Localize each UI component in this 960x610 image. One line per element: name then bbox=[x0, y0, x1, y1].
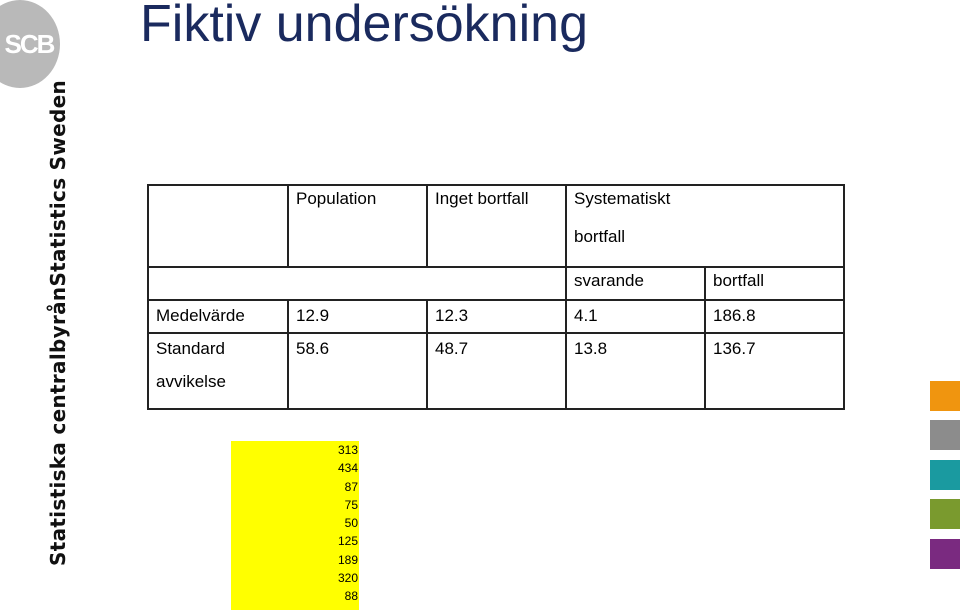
color-swatch-gray bbox=[930, 420, 960, 450]
table-header-row bbox=[148, 185, 844, 267]
brand-swedish: Statistiska centralbyrån bbox=[46, 286, 70, 566]
color-swatch-teal bbox=[930, 460, 960, 490]
list-item: 87 bbox=[344, 479, 358, 494]
table-row bbox=[148, 300, 844, 333]
header-systematiskt-bortfall bbox=[566, 185, 844, 267]
list-item: 88 bbox=[344, 589, 358, 604]
header-systematiskt-line2: bortfall bbox=[574, 227, 626, 246]
row-label-line1: Standard bbox=[156, 339, 225, 358]
cell-medel-svarande: 4.1 bbox=[566, 300, 705, 333]
header-population-label: Population bbox=[296, 189, 377, 208]
brand-english: Statistics Sweden bbox=[46, 79, 70, 287]
subheader-bortfall: bortfall bbox=[705, 267, 844, 300]
cell-medel-inget-bortfall: 12.3 bbox=[427, 300, 566, 333]
list-item: 320 bbox=[337, 571, 358, 586]
cell-std-population: 58.6 bbox=[288, 333, 427, 409]
color-swatch-purple bbox=[930, 539, 960, 569]
row-label-medelvarde: Medelvärde bbox=[148, 300, 288, 333]
list-item: 50 bbox=[344, 516, 358, 531]
cell-std-svarande: 13.8 bbox=[566, 333, 705, 409]
cell-std-inget-bortfall: 48.7 bbox=[427, 333, 566, 409]
row-label-standardavvikelse bbox=[148, 333, 288, 409]
side-brand bbox=[46, 79, 70, 566]
list-item: 434 bbox=[337, 461, 358, 476]
slide-title: Fiktiv undersökning bbox=[140, 0, 588, 53]
header-systematiskt-line1: Systematiskt bbox=[574, 189, 671, 208]
cell-medel-bortfall: 186.8 bbox=[705, 300, 844, 333]
list-item: 125 bbox=[337, 534, 358, 549]
scb-logo bbox=[0, 0, 60, 88]
list-item: 189 bbox=[337, 552, 358, 567]
table-subheader-row bbox=[148, 267, 844, 300]
highlighted-values-list bbox=[231, 441, 359, 610]
header-inget-bortfall-label: Inget bortfall bbox=[435, 189, 529, 208]
list-item: 75 bbox=[344, 497, 358, 512]
header-empty-cell bbox=[148, 185, 288, 267]
cell-medel-population: 12.9 bbox=[288, 300, 427, 333]
cell-std-bortfall: 136.7 bbox=[705, 333, 844, 409]
subheader-svarande: svarande bbox=[566, 267, 705, 300]
color-swatch-orange bbox=[930, 381, 960, 411]
table-row bbox=[148, 333, 844, 409]
results-table bbox=[147, 184, 845, 410]
subheader-empty-cell bbox=[148, 267, 566, 300]
logo-text: SCB bbox=[4, 28, 54, 59]
header-inget-bortfall bbox=[427, 185, 566, 267]
row-label-line2: avvikelse bbox=[156, 372, 226, 391]
list-item: 313 bbox=[337, 443, 358, 457]
header-population bbox=[288, 185, 427, 267]
color-swatch-green bbox=[930, 499, 960, 529]
